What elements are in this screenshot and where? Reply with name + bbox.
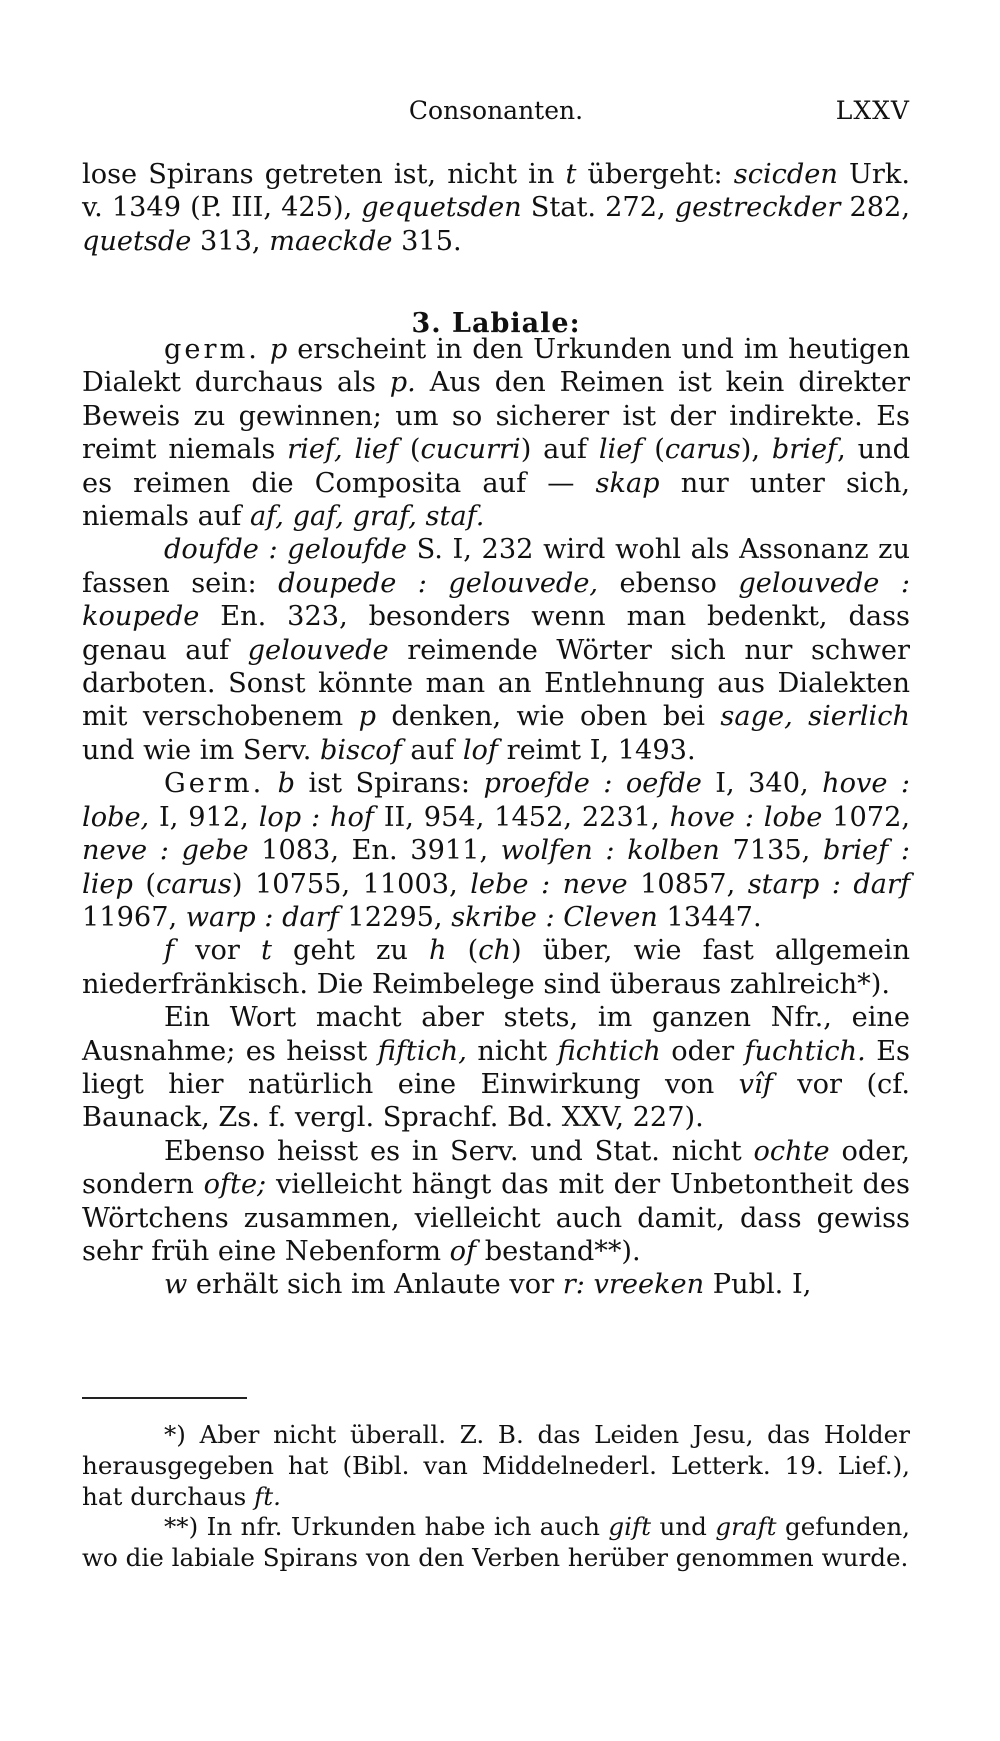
- paragraph-ein-wort: Ein Wort macht aber stets, im ganzen Nfr., eine Ausnahme; es heisst fiftich, nicht fichtich oder fuchtich. Es liegt hier natürlich eine Einwirkung von vîf vor (cf. Baunack, Zs. f. vergl. Sprachf. Bd. XXV, 227).: [82, 1002, 911, 1134]
- paragraph-ebenso: Ebenso heisst es in Serv. und Stat. nicht ochte oder, sondern ofte; vielleicht hängt das mit der Unbetontheit des Wörtchens zusammen, vielleicht auch damit, dass gewiss sehr früh eine Nebenform of bestand**).: [82, 1135, 911, 1267]
- section-heading: 3. Labiale:: [411, 308, 581, 339]
- footnotes: [82, 1420, 910, 1574]
- footnote-1: *) Aber nicht überall. Z. B. das Leiden Jesu, das Holder herausgegeben hat (Bibl. van Middelnederl. Letterk. 19. Lief.), hat durchaus ft.: [82, 1420, 910, 1511]
- paragraph-f-vor-t: f vor t geht zu h (ch) über, wie fast allgemein niederfränkisch. Die Reimbelege sind überaus zahlreich*).: [82, 935, 911, 1000]
- page-number: LXXV: [835, 96, 910, 125]
- page-header: [82, 92, 910, 132]
- paragraph-doufde: doufde : geloufde S. I, 232 wird wohl als Assonanz zu fassen sein: doupede : gelouvede, ebenso gelouvede : koupede En. 323, besonders wenn man bedenkt, dass genau auf gelouvede reimende Wörter sich nur schwer darboten. Sonst könnte man an Entlehnung aus Dialekten mit verschobenem p denken, wie oben bei sage, sierlich und wie im Serv. biscof auf lof reimt I, 1493.: [82, 534, 911, 766]
- paragraph-germ-p: germ. p erscheint in den Urkunden und im heutigen Dialekt durchaus als p. Aus den Reimen ist kein direkter Beweis zu gewinnen; um so sicherer ist der indirekte. Es reimt niemals rief, lief (cucurri) auf lief (carus), brief, und es reimen die Composita auf — skap nur unter sich, niemals auf af, gaf, graf, staf.: [82, 334, 911, 533]
- body-text: [82, 333, 910, 1302]
- footnote-rule: [82, 1397, 247, 1399]
- intro-paragraph: lose Spirans getreten ist, nicht in t übergeht: scicden Urk. v. 1349 (P. III, 425), gequetsden Stat. 272, gestreckder 282, quetsde 313, maeckde 315.: [82, 159, 911, 257]
- paragraph-germ-b: Germ. b ist Spirans: proefde : oefde I, 340, hove : lobe, I, 912, lop : hof II, 954, 1452, 2231, hove : lobe 1072, neve : gebe 1083, En. 3911, wolfen : kolben 7135, brief : liep (carus) 10755, 11003, lebe : neve 10857, starp : darf 11967, warp : darf 12295, skribe : Cleven 13447.: [82, 768, 911, 933]
- footnote-2: **) In nfr. Urkunden habe ich auch gift und graft gefunden, wo die labiale Spirans von den Verben herüber genommen wurde.: [82, 1512, 910, 1573]
- running-title: Consonanten.: [408, 96, 584, 125]
- paragraph-w-anlaut: w erhält sich im Anlaute vor r: vreeken Publ. I,: [164, 1269, 812, 1301]
